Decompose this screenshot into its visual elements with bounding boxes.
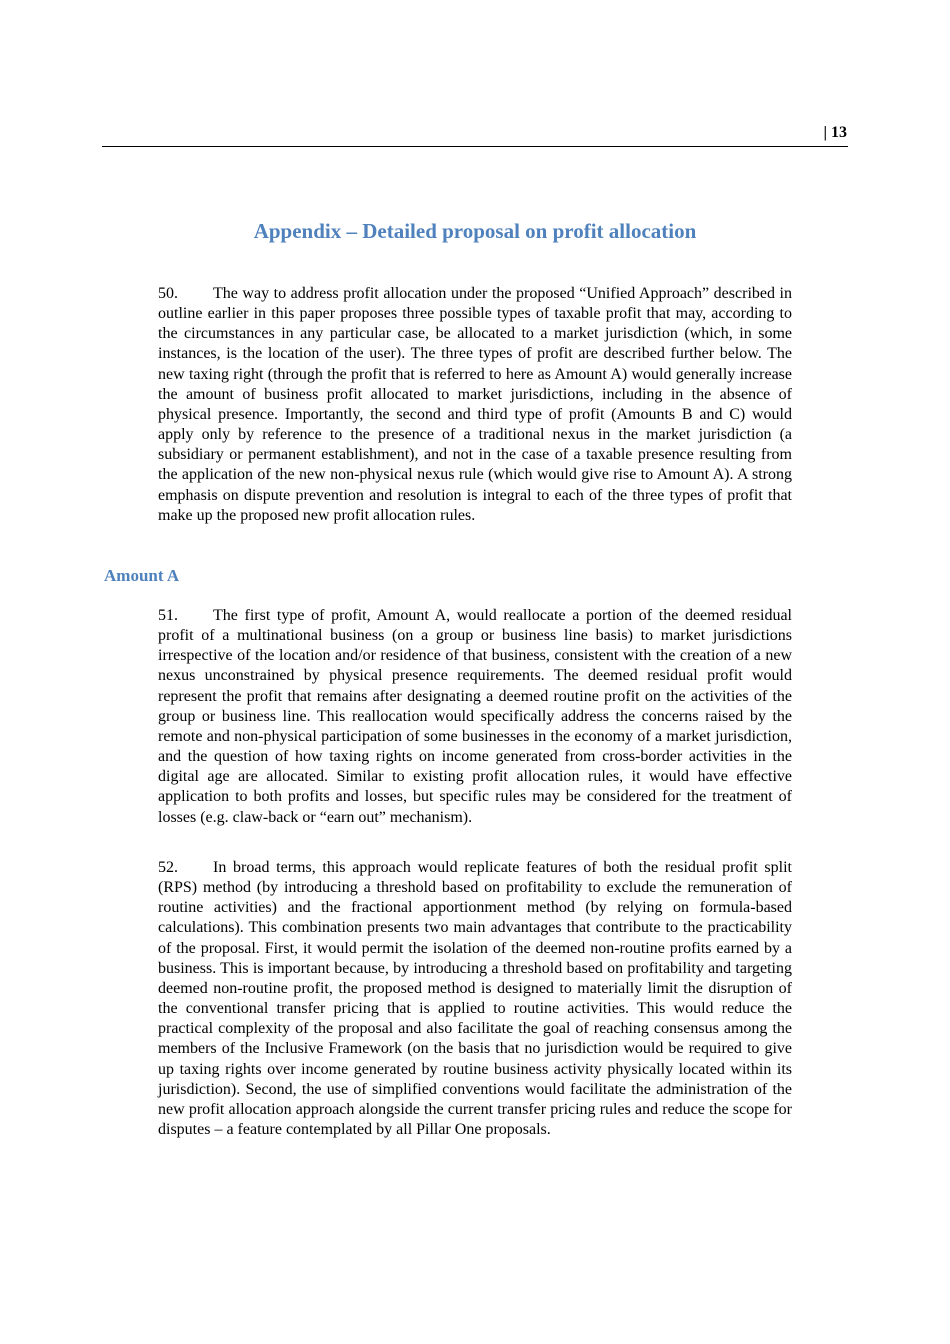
paragraph-50 (158, 284, 792, 526)
paragraph-text: The first type of profit, Amount A, would reallocate a portion of the deemed residual profit of a multinational business (on a group or business line basis) to market jurisdictions irrespective of the location and/or residence of that business, consistent with the creation of a new nexus unconstrained by physical presence requirements. The deemed residual profit would represent the profit that remains after designating a deemed routine profit on the activities of the group or business line. This reallocation would specifically address the concerns raised by the remote and non-physical participation of some businesses in the economy of a market jurisdiction, and the question of how taxing rights on income generated from cross-border activities in the digital age are allocated. Similar to existing profit allocation rules, it would have effective application to both profits and losses, but specific rules may be considered for the treatment of losses (e.g. claw-back or “earn out” mechanism). (158, 607, 792, 826)
paragraph-number: 52. (158, 859, 178, 876)
paragraph-text: In broad terms, this approach would replicate features of both the residual profit split (RPS) method (by introducing a threshold based on profitability to exclude the remuneration of routine activities) and the fractional apportionment method (by relying on formula-based calculations). This combination presents two main advantages that contribute to the practicability of the proposal. First, it would permit the isolation of the deemed non-routine profits earned by a business. This is important because, by introducing a threshold based on profitability and targeting deemed non-routine profit, the proposed method is designed to materially limit the disruption of the conventional transfer pricing that is applied to routine activities. This would reduce the practical complexity of the proposal and also facilitate the goal of reaching consensus among the members of the Inclusive Framework (on the basis that no jurisdiction would be required to give up taxing rights over income generated by routine business activity physically located within its jurisdiction). Second, the use of simplified conventions would facilitate the administration of the new profit allocation approach alongside the current transfer pricing rules and reduce the scope for disputes – a feature contemplated by all Pillar One proposals. (158, 859, 792, 1139)
section-heading-amount-a: Amount A (104, 566, 180, 585)
paragraph-number: 50. (158, 285, 178, 302)
paragraph-text: The way to address profit allocation under the proposed “Unified Approach” described in outline earlier in this paper proposes three possible types of taxable profit that may, according to the circumstances in any particular case, be allocated to a market jurisdiction (which, in some instances, is the location of the user). The three types of profit are described further below. The new taxing right (through the profit that is referred to here as Amount A) would generally increase the amount of business profit allocated to market jurisdictions, including in the absence of physical presence. Importantly, the second and third type of profit (Amounts B and C) would apply only by reference to the presence of a traditional nexus in the market jurisdiction (a subsidiary or permanent establishment), and not in the case of a taxable presence resulting from the application of the new non-physical nexus rule (which would give rise to Amount A). A strong emphasis on dispute prevention and resolution is integral to each of the three types of profit that make up the proposed new profit allocation rules. (158, 285, 792, 524)
paragraph-number: 51. (158, 607, 178, 624)
page-number: | 13 (823, 124, 847, 141)
page-title: Appendix – Detailed proposal on profit allocation (253, 219, 697, 243)
header-rule (102, 146, 848, 147)
paragraph-51 (158, 606, 792, 828)
paragraph-52 (158, 858, 792, 1140)
